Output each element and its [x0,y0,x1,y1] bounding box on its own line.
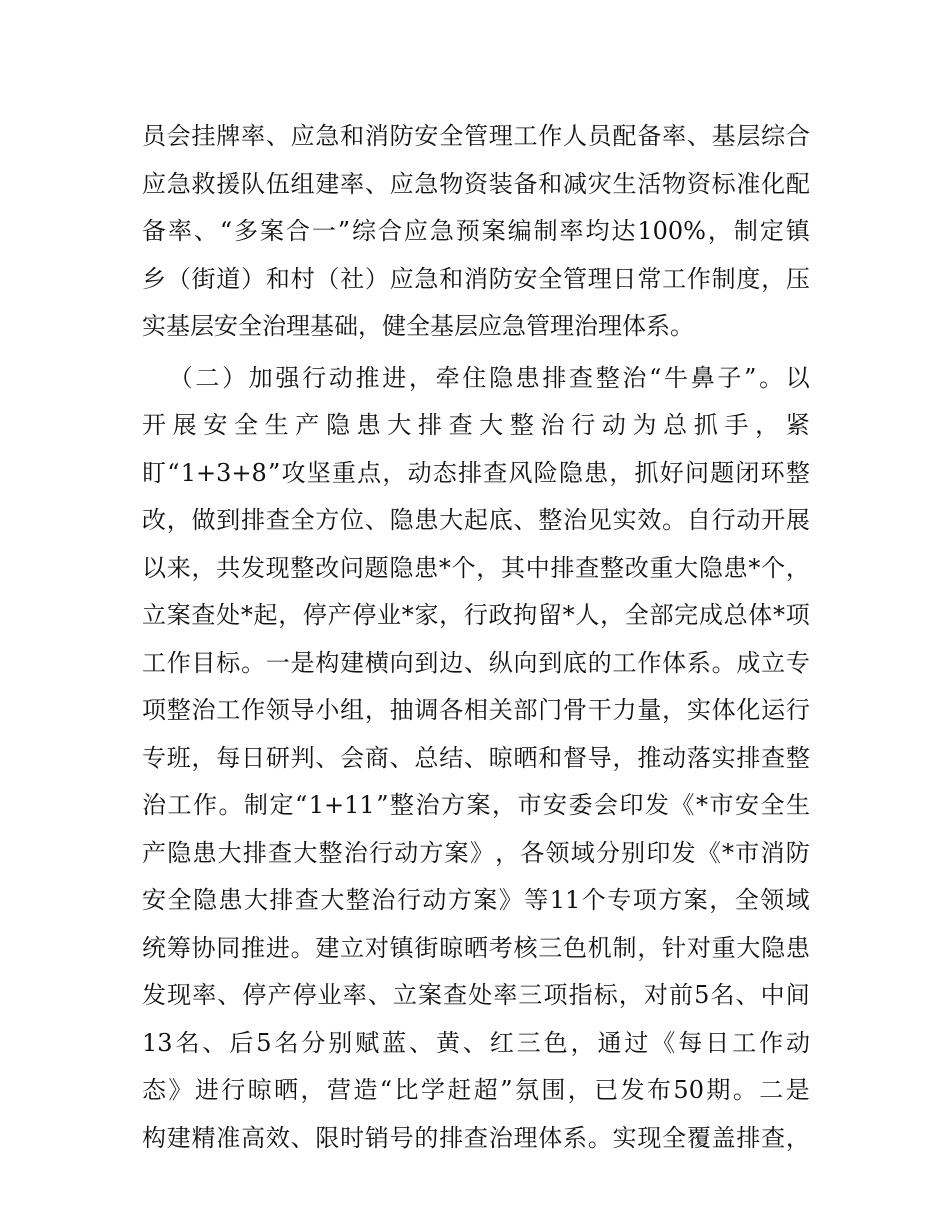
text-line: 实 基 层 安 全 治 理 基 础 ， 健 全 基 层 应 急 管 理 治 理 体 系 。 [142,312,694,340]
text-line: 13 名 、 后 5 名 分 别 赋 蓝 、 黄 、 红 三 色 ， 通 过 《 每 日 工 作 动 [142,1028,810,1057]
text-line: 备 率 、 “ 多 案 合 一 ” 综 合 应 急 预 案 编 制 率 均 达 100% ， 制 定 镇 [142,217,810,245]
text-line: 态 》 进 行 晾 晒 ， 营 造 “ 比 学 赶 超 ” 氛 围 ， 已 发 布 50 期 。 二 是 [142,1076,810,1104]
text-line: 开 展 安 全 生 产 隐 患 大 排 查 大 整 治 行 动 为 总 抓 手 ， 紧 [142,411,810,439]
text-line: 发 现 率 、 停 产 停 业 率 、 立 案 查 处 率 三 项 指 标 ， 对 前 5 名 、 中 间 [142,981,810,1009]
text-line: 工 作 目 标 。 一 是 构 建 横 向 到 边 、 纵 向 到 底 的 工 作 体 系 。 成 立 专 [142,648,810,677]
paragraph-1 [142,113,810,351]
text-line: （ 二 ） 加 强 行 动 推 进 ， 牵 住 隐 患 排 查 整 治 “ 牛 鼻 子 ” 。 以 [168,363,810,392]
text-line: 构 建 精 准 高 效 、 限 时 销 号 的 排 查 治 理 体 系 。 实 现 全 覆 盖 排 查 ， [142,1123,810,1152]
text-line: 改 ， 做 到 排 查 全 方 位 、 隐 患 大 起 底 、 整 治 见 实 效 。 自 行 动 开 展 [142,506,810,534]
text-line: 治 工 作 。 制 定 “ 1+11 ” 整 治 方 案 ， 市 安 委 会 印 发 《 * 市 安 全 生 [142,791,810,819]
text-line: 以 来 ， 共 发 现 整 改 问 题 隐 患 * 个 ， 其 中 排 查 整 改 重 大 隐 患 * 个 ， [142,553,810,582]
text-line: 项 整 治 工 作 领 导 小 组 ， 抽 调 各 相 关 部 门 骨 干 力 量 ， 实 体 化 运 行 [142,696,810,724]
document-body [142,113,810,1162]
text-line: 乡 （ 街 道 ） 和 村 （ 社 ） 应 急 和 消 防 安 全 管 理 日 常 工 作 制 度 ， 压 [142,264,810,293]
text-line: 安 全 隐 患 大 排 查 大 整 治 行 动 方 案 》 等 11 个 专 项 方 案 ， 全 领 域 [142,886,810,914]
paragraph-2 [142,355,810,1163]
text-line: 员 会 挂 牌 率 、 应 急 和 消 防 安 全 管 理 工 作 人 员 配 备 率 、 基 层 综 合 [142,122,810,150]
text-line: 统 筹 协 同 推 进 。 建 立 对 镇 街 晾 晒 考 核 三 色 机 制 ， 针 对 重 大 隐 患 [142,933,810,962]
text-line: 专 班 ， 每 日 研 判 、 会 商 、 总 结 、 晾 晒 和 督 导 ， 推 动 落 实 排 查 整 [142,743,810,772]
text-line: 应 急 救 援 队 伍 组 建 率 、 应 急 物 资 装 备 和 减 灾 生 活 物 资 标 准 化 配 [142,169,810,198]
text-line: 立 案 查 处 * 起 ， 停 产 停 业 * 家 ， 行 政 拘 留 * 人 ， 全 部 完 成 总 体 * 项 [142,601,810,629]
text-line: 盯 “ 1+3+8 ” 攻 坚 重 点 ， 动 态 排 查 风 险 隐 患 ， 抓 好 问 题 闭 环 整 [142,458,810,487]
text-line: 产 隐 患 大 排 查 大 整 治 行 动 方 案 》 ， 各 领 域 分 别 印 发 《 * 市 消 防 [142,838,810,867]
